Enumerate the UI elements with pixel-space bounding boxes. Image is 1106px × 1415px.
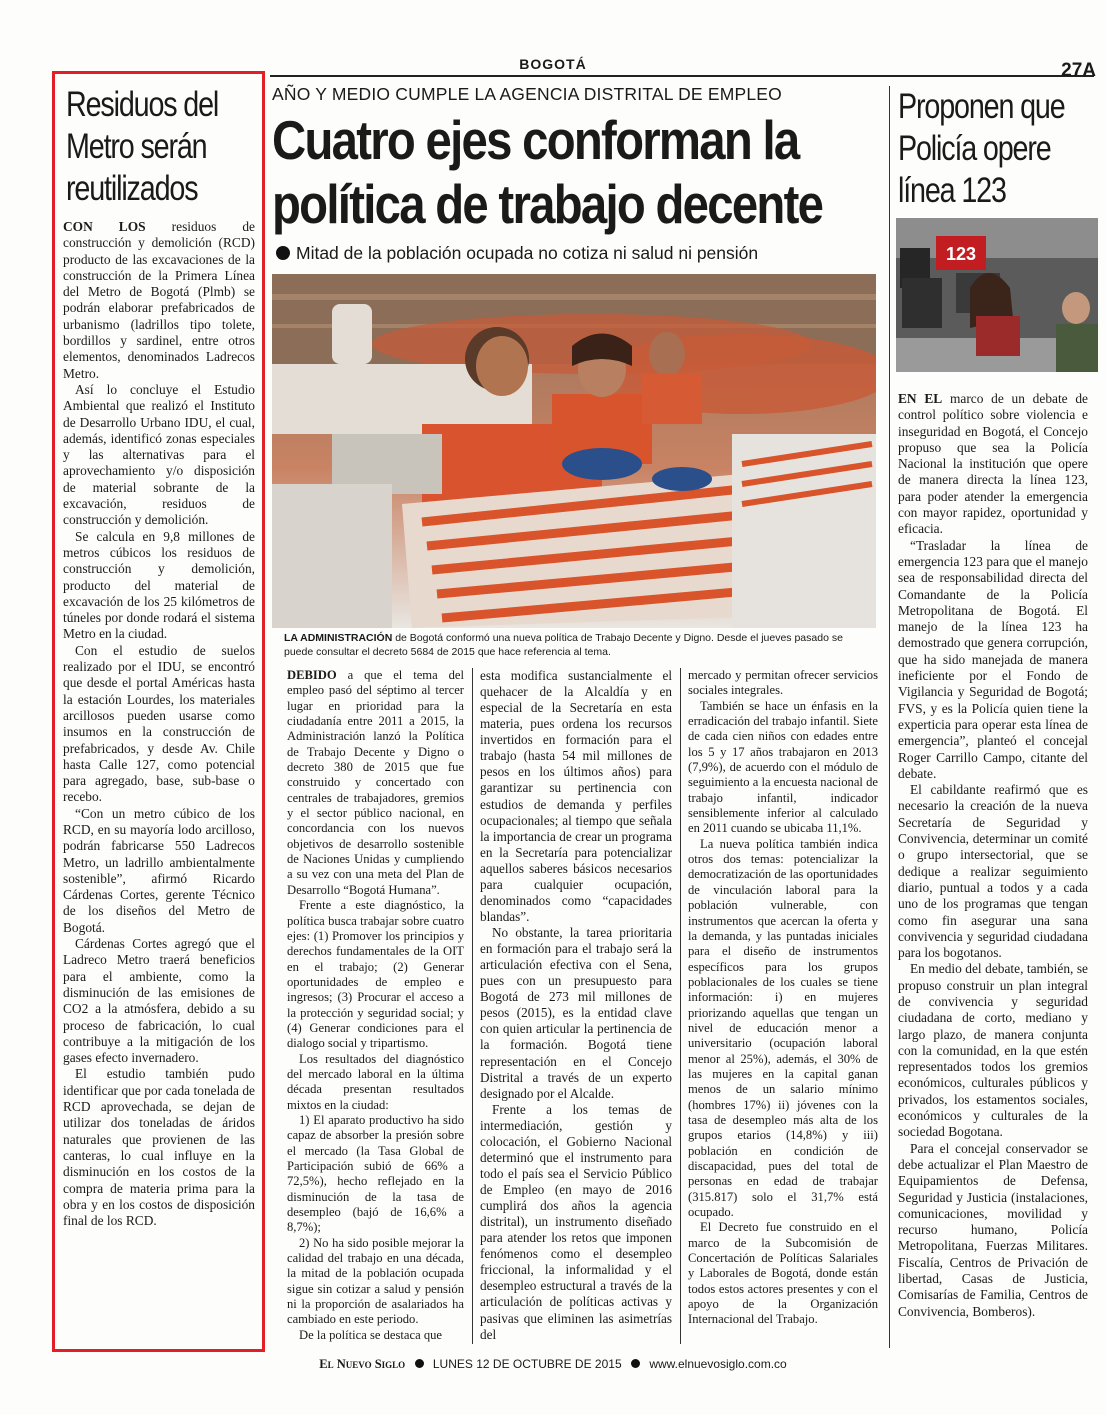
paragraph-text: De la política se destaca que — [299, 1327, 443, 1342]
paragraph-text: Los resultados del diagnóstico del mercado laboral en la última década presentan resultados mixtos en la ciudad: — [287, 1051, 464, 1112]
body-paragraph — [63, 643, 255, 806]
lead-in: CON LOS — [63, 219, 146, 234]
sidebar-headline: Residuos del Metro serán reutilizados — [66, 85, 219, 208]
page-number: 27A — [1061, 60, 1096, 81]
paragraph-text: La nueva política también indica otros dos temas: potencializar la democratización de las oportunidades de vinculación laboral para la población vulnerable, con instrumentos que acercan la oferta y la demanda, y las puntadas iniciales para el diseño de instrumentos específicos para los grupos poblacionales de los cuales se tiene información: i) en mujeres priorizando aquellas que tengan un nivel de educación menor a universitario (ocupación laboral menor al 25%), además, el 30% de las mujeres en la capital ganan menos de un salario mínimo (hombres 17%) ii) jóvenes con la tasa de desempleo más alta de los grupos etarios (14,8%) y iii) población en condición de discapacidad, pues del total de personas en edad de trabajar (315.817) solo el 31,7% está ocupado. — [688, 836, 878, 1220]
body-paragraph — [63, 1066, 255, 1229]
section-label: BOGOTÁ — [519, 56, 587, 72]
photo-caption — [284, 632, 874, 659]
body-paragraph — [287, 668, 464, 898]
kicker: AÑO Y MEDIO CUMPLE LA AGENCIA DISTRITAL DE EMPLEO — [272, 84, 782, 104]
main-column-1 — [287, 668, 464, 1348]
paragraph-text: marco de un debate de control político sobre violencia e inseguridad en Bogotá, el Concejo propuso que sea la Policía Nacional la institución que opere de manera directa la línea 123, para poder atender la emergencia con mayor rapidez, oportunidad y eficacia. — [898, 391, 1088, 537]
body-paragraph — [287, 1236, 464, 1328]
paragraph-text: mercado y permitan ofrecer servicios sociales integrales. — [688, 668, 878, 698]
paragraph-text: 2) No ha sido posible mejorar la calidad del trabajo en una década, la mitad de la población ocupada sigue sin cotizar a salud y pensión ni la proporción de asalariados ha cambiado en este periodo. — [287, 1235, 464, 1327]
body-paragraph — [688, 1220, 878, 1327]
body-paragraph — [287, 1328, 464, 1343]
paragraph-text: Cárdenas Cortes agregó que el Ladreco Metro traerá beneficios para el ambiente, como la disminución de las emisiones de CO2 a la atmósfera, debido a su proceso de fabricación, lo cual contribuye a la mitigación de los gases efecto invernadero. — [63, 936, 255, 1066]
body-paragraph — [688, 837, 878, 1221]
photo-123-sign: 123 — [946, 244, 977, 264]
lead-in: EN EL — [898, 391, 943, 406]
paragraph-text: Se calcula en 9,8 millones de metros cúbicos los residuos de construcción y demolición, producto del material de excavación de los 25 kilómetros de túneles por donde rodará el sistema Metro en la ciudad. — [63, 528, 255, 642]
footer-date: LUNES 12 DE OCTUBRE DE 2015 — [432, 1357, 622, 1371]
body-paragraph — [688, 668, 878, 699]
call-center-photo — [896, 218, 1098, 372]
right-headline: Proponen que Policía opere línea 123 — [898, 87, 1065, 210]
body-paragraph — [63, 806, 255, 936]
paragraph-text: Frente a este diagnóstico, la política busca trabajar sobre cuatro ejes: (1) Promover los principios y derechos fundamentales de la OIT en el trabajo; (2) Generar oportunidades de empleo e ingresos; (3) Procurar el acceso a la protección y seguridad social; y (4) Generar condiciones para el dialogo social y tripartismo. — [287, 898, 464, 1051]
body-paragraph — [63, 529, 255, 643]
body-paragraph — [287, 1113, 464, 1236]
paragraph-text: El cabildante reafirmó que es necesario la creación de la nueva Secretaría de Seguridad y Convivencia, determinar un comité o grupo intersectorial, que se dedique a realizar seguimiento diario, puntual a todos y a cada uno de los programas que tengan como fin asegurar una sana convivencia y seguridad ciudadana para los bogotanos. — [898, 782, 1088, 961]
body-paragraph — [287, 898, 464, 1051]
sidebar-body — [63, 219, 255, 1347]
column-rule — [680, 668, 681, 1344]
body-paragraph — [898, 391, 1088, 538]
bullet-icon — [631, 1359, 640, 1368]
footer-url: www.elnuevosiglo.com.co — [649, 1357, 787, 1371]
right-article-rule — [889, 86, 890, 1348]
paragraph-text: También se hace un énfasis en la erradicación del trabajo infantil. Siete de cada cien niños con edades entre los 5 y 17 años trabajaron en 2013 (7,9%), de acuerdo con el módulo de seguimiento a la encuesta nacional de trabajo infantil, indicador sensiblemente inferior al calculado en 2011 cuando se ubicaba 11,1%. — [688, 698, 878, 836]
bullet-icon — [415, 1359, 424, 1368]
paragraph-text: esta modifica sustancialmente el quehacer de la Alcaldía y en especial de la Secretaría en esta materia, pues ordena los recursos invertidos en formación para el trabajo (hasta 54 mil millones de pesos en los últimos años) para garantizar su pertinencia con estudios de demanda y perfiles ocupacionales; al tiempo que señala la importancia de crear un programa en la Secretaría para potencializar aquellos saberes básicos necesarios para cualquier ocupación, denominados como “capacidades blandas”. — [480, 668, 672, 924]
body-paragraph — [480, 925, 672, 1102]
body-paragraph — [898, 1141, 1088, 1320]
paragraph-text: 1) El aparato productivo ha sido capaz de absorber la presión sobre el mercado (la Tasa Global de Participación subió de 66% a 72,5%), hecho reflejado en la disminución de la tasa de desempleo (bajó de 16,6% a 8,7%); — [287, 1112, 464, 1235]
page-footer — [0, 1357, 1106, 1372]
body-paragraph — [480, 1102, 672, 1343]
paragraph-text: “Trasladar la línea de emergencia 123 para que el manejo sea de responsabilidad directa del Comandante de la Policía Metropolitana de Bogotá. El manejo de la línea 123 ha demostrado que genera corrupción, que ha sido manejada de manera ineficiente por el Fondo de Vigilancia y Seguridad de Bogotá; FVS, y es la Policía quien tiene la experticia para operar esta línea de emergencia”, planteó el concejal Roger Carrillo Campo, citante del debate. — [898, 537, 1088, 781]
header-rule — [270, 75, 1094, 77]
body-paragraph — [480, 668, 672, 925]
body-paragraph — [63, 936, 255, 1066]
main-column-2 — [480, 668, 672, 1348]
body-paragraph — [898, 538, 1088, 782]
paragraph-text: Para el concejal conservador se debe actualizar el Plan Maestro de Equipamientos de Defensa, Seguridad y Justicia (instalaciones, comunicaciones, movilidad y recurso humano, Policía Metropolitana, Fuerzas Militares. Fiscalía, Centros de Privación de libertad, Casas de Justicia, Comisarías de Familia, Centros de Convivencia, Bomberos). — [898, 1140, 1088, 1319]
right-body — [898, 391, 1088, 1349]
body-paragraph — [63, 382, 255, 529]
paragraph-text: Así lo concluye el Estudio Ambiental que realizó el Instituto de Desarrollo Urbano IDU, el cual, además, identificó zonas especiales y las alternativas para el aprovechamiento y/o disposición de material sobrante de la excavación, residuos de construcción y demolición. — [63, 381, 255, 528]
paragraph-text: a que el tema del empleo pasó del séptimo al tercer lugar en prioridad para la ciudadanía entre 2011 a 2015, la Administración lanzó la Política de Trabajo Decente y Digno o decreto 380 de 2015 que fue construido y concertado con centrales de trabajadores, gremios y el sector público nacional, en concordancia con los nuevos objetivos de desarrollo sostenible de Naciones Unidas y cumpliendo a su vez con una meta del Plan de Desarrollo “Bogotá Humana”. — [287, 668, 464, 897]
paragraph-text: No obstante, la tarea prioritaria en formación para el trabajo será la articulación efectiva con el Sena, pues con un presupuesto para Bogotá de 273 mil millones de pesos (2015), es la entidad clave con quien articular la pertinencia de la formación. Bogotá tiene representación en el Concejo Distrital a través de un experto designado por el Alcalde. — [480, 925, 672, 1101]
body-paragraph — [688, 699, 878, 837]
newspaper-brand: El Nuevo Siglo — [319, 1357, 406, 1371]
body-paragraph — [898, 782, 1088, 961]
body-paragraph — [287, 1052, 464, 1113]
paragraph-text: En medio del debate, también, se propuso construir un plan integral de convivencia y seguridad ciudadana de corto, mediano y largo plazo, de manera conjunta con la comunidad, en la que estén representados todos los gremios económicos, culturales públicos y privados, los estamentos sociales, económicos y culturales de la sociedad Bogotana. — [898, 961, 1088, 1140]
call-center-illustration — [896, 218, 1098, 372]
caption-text: de Bogotá conformó una nueva política de Trabajo Decente y Digno. Desde el jueves pasado se puede consultar el decreto 5684 de 2015 que hace referencia al tema. — [284, 632, 843, 658]
column-rule — [472, 668, 473, 1344]
caption-lead: LA ADMINISTRACIÓN — [284, 632, 393, 644]
bullet-icon — [276, 246, 290, 260]
paragraph-text: “Con un metro cúbico de los RCD, en su mayoría lodo arcilloso, podrán fabricarse 550 Ladrecos Metro, un ladrillo ambientalmente sostenible”, afirmó Ricardo Cárdenas Cortes, gerente Técnico de los diseños del Metro de Bogotá. — [63, 805, 255, 935]
body-paragraph — [63, 219, 255, 382]
paragraph-text: El Decreto fue construido en el marco de la Subcomisión de Concertación de Políticas Salariales y Laborales de Bogotá, donde están todos estos actores presentes y con el apoyo de la Organización Internacional del Trabajo. — [688, 1220, 878, 1327]
subhead-text: Mitad de la población ocupada no cotiza ni salud ni pensión — [296, 243, 759, 263]
paragraph-text: El estudio también pudo identificar que por cada tonelada de RCD aprovechada, se dejan de utilizar dos toneladas de áridos naturales que provienen de las canteras, lo cual influye en la disminución en los costos de la compra de materia prima para la obra y en los costos de disposición final de los RCD. — [63, 1066, 255, 1229]
factory-photo — [272, 274, 876, 628]
paragraph-text: Frente a los temas de intermediación, gestión y colocación, el Gobierno Nacional determinó que el instrumento para todo el país sea el Servicio Público de Empleo (en mayo de 2016 cumplirá dos años la agencia distrital), un instrumento diseñado para atender los retos que imponen fenómenos como el desempleo friccional, la informalidad y el desempleo estructural a través de la articulación de políticas activas y pasivas que eliminen las asimetrías del — [480, 1101, 672, 1342]
main-column-3 — [688, 668, 878, 1348]
subheadline — [276, 243, 758, 264]
paragraph-text: residuos de construcción y demolición (RCD) producto de las excavaciones de la construcción de la Primera Línea del Metro de Bogotá (Plmb) se podrán elaborar prefabricados de urbanismo (ladrillos tipo tolete, bordillos y sardinel, entre otros elementos, denominados Ladrecos Metro. — [63, 219, 255, 381]
body-paragraph — [898, 961, 1088, 1140]
main-headline: Cuatro ejes conforman la política de trabajo decente — [272, 109, 823, 235]
paragraph-text: Con el estudio de suelos realizado por el IDU, se encontró que desde el portal Américas hasta la estación Lourdes, los materiales arcillosos pueden usarse como insumos en la construcción de prefabricados, y desde Av. Chile hasta Calle 127, como potencial para agregado, base, sub-base o recebo. — [63, 642, 255, 805]
lead-in: DEBIDO — [287, 668, 337, 682]
factory-illustration — [272, 274, 876, 628]
